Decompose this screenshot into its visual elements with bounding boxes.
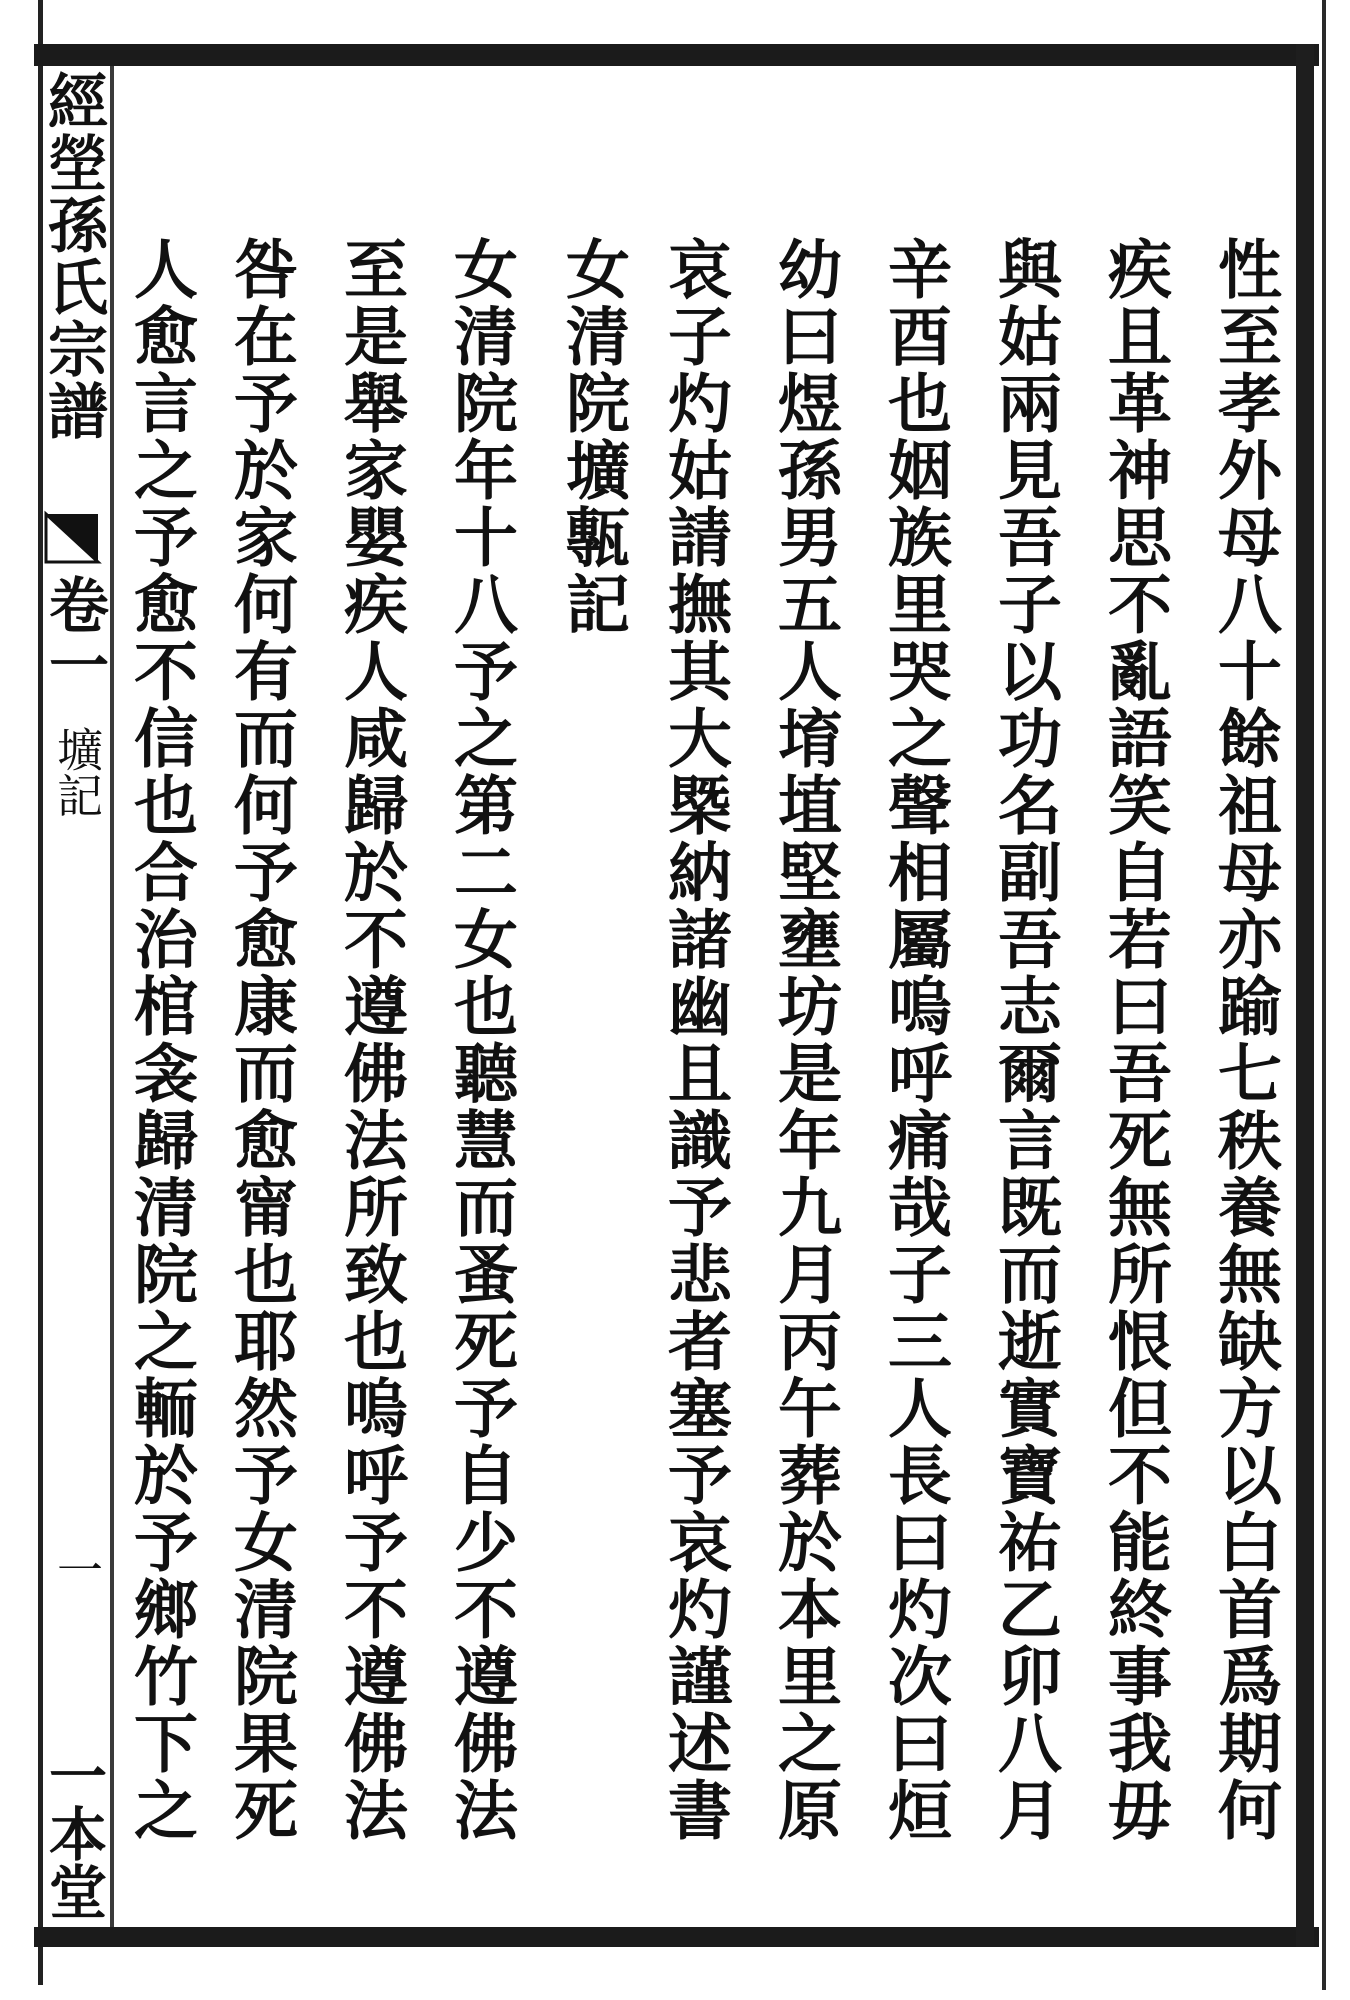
margin-book-title: 經塋孫氏宗譜	[38, 70, 108, 442]
frame-right-border	[1296, 44, 1314, 1947]
text-column-1: 性至孝外母八十餘祖母亦踰七秩養無缺方以白首爲期何	[1207, 236, 1282, 1844]
fish-tail-icon	[42, 506, 102, 566]
text-column-11: 人愈言之予愈不信也合治棺衾歸清院之輀於予鄉竹下之	[123, 236, 198, 1844]
frame-bottom-border	[34, 1927, 1319, 1947]
text-column-5: 幼曰煜孫男五人堉埴堅壅坊是年九月丙午葬於本里之原	[767, 236, 842, 1844]
text-column-6: 哀子灼姑請撫其大槩納諸幽且識予悲者塞予哀灼謹述書	[657, 236, 732, 1844]
margin-section-label: 壙記	[50, 726, 104, 818]
text-column-4: 辛酉也姻族里哭之聲相屬嗚呼痛哉子三人長曰灼次曰烜	[877, 236, 952, 1844]
margin-volume-label: 卷一	[39, 574, 109, 694]
margin-hall-name: 一本堂	[39, 1746, 107, 1920]
text-column-8: 女清院年十八予之第二女也聽慧而蚤死予自少不遵佛法	[443, 236, 518, 1844]
text-column-10: 咎在予於家何有而何予愈康而愈甯也耶然予女清院果死	[223, 236, 298, 1844]
text-column-3: 與姑兩見吾子以功名副吾志爾言既而逝實寶祐乙卯八月	[987, 236, 1062, 1844]
text-column-2: 疾且革神思不亂語笑自若曰吾死無所恨但不能終事我毋	[1097, 236, 1172, 1844]
text-column-9: 至是舉家嬰疾人咸歸於不遵佛法所致也嗚呼予不遵佛法	[333, 236, 408, 1844]
frame-top-border	[34, 44, 1319, 66]
section-heading: 女清院壙甎記	[555, 236, 630, 638]
margin-column	[34, 66, 110, 1927]
frame-right-line	[1322, 0, 1326, 1990]
margin-page-number: 一	[50, 1546, 104, 1592]
